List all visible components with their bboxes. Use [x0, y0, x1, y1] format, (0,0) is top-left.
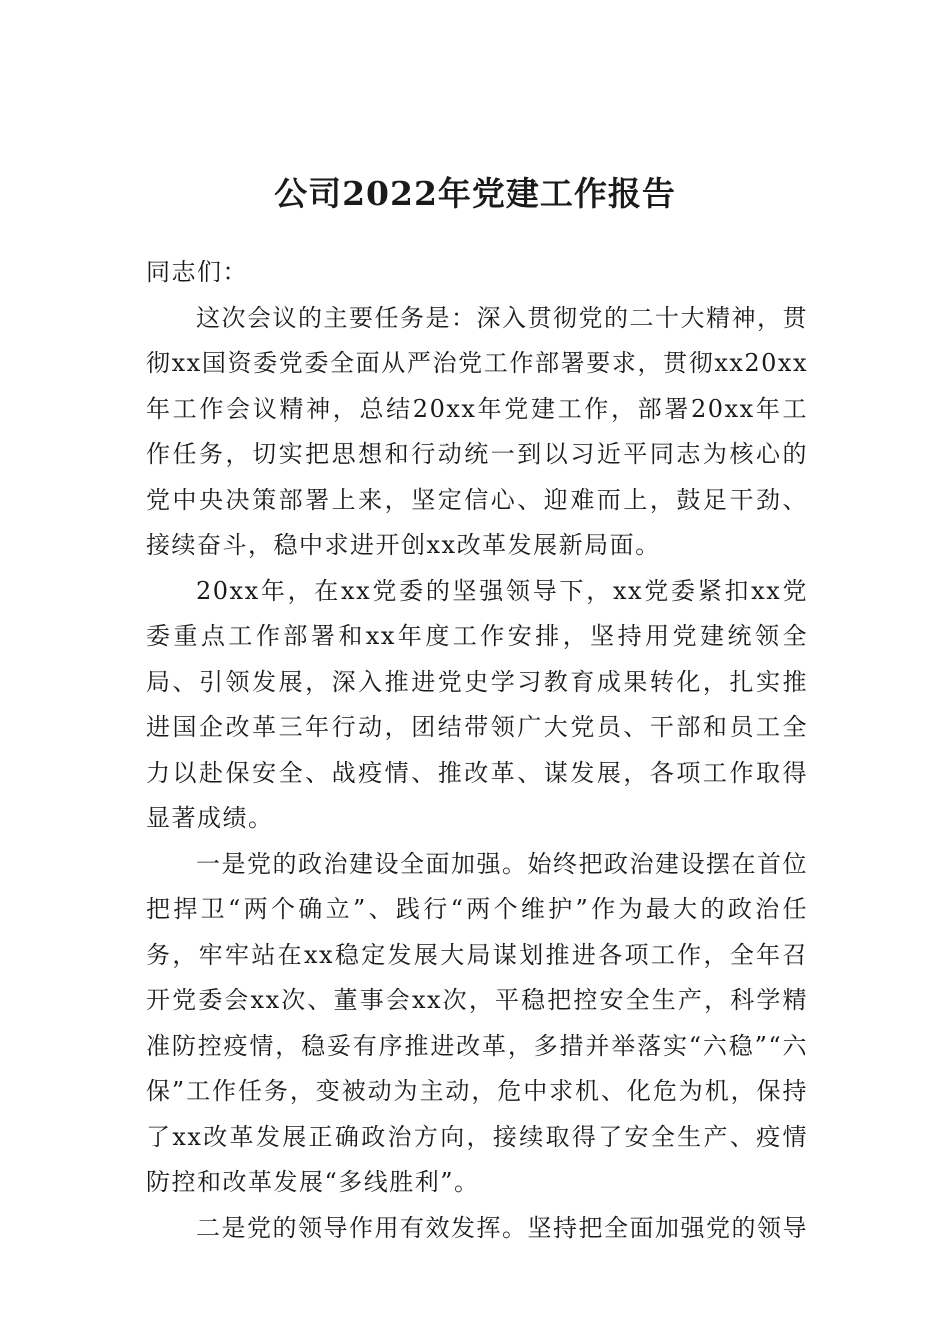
paragraph-leadership-role: 二是党的领导作用有效发挥。坚持把全面加强党的领导	[196, 1213, 808, 1242]
document-title: 公司2022年党建工作报告	[274, 174, 676, 213]
paragraph-political-building: 一是党的政治建设全面加强。始终把政治建设摆在首位把捍卫“两个确立”、践行“两个维护”作为最大的政治任务，牢牢站在xx稳定发展大局谋划推进各项工作，全年召开党委会xx次、董事会xx次，平稳把控安全生产，科学精准防控疫情，稳妥有序推进改革，多措并举落实“六稳”“六保”工作任务，变被动为主动，危中求机、化危为机，保持了xx改革发展正确政治方向，接续取得了安全生产、疫情防控和改革发展“多线胜利”。	[146, 849, 808, 1196]
salutation: 同志们：	[146, 258, 248, 286]
paragraph-summary: 20xx年，在xx党委的坚强领导下，xx党委紧扣xx党委重点工作部署和xx年度工作安排，坚持用党建统领全局、引领发展，深入推进党史学习教育成果转化，扎实推进国企改革三年行动，团结带领广大党员、干部和员工全力以赴保安全、战疫情、推改革、谋发展，各项工作取得显著成绩。	[146, 576, 808, 832]
document-body	[146, 250, 808, 1251]
paragraph-intro: 这次会议的主要任务是：深入贯彻党的二十大精神，贯彻xx国资委党委全面从严治党工作部署要求，贯彻xx20xx年工作会议精神，总结20xx年党建工作，部署20xx年工作任务，切实把思想和行动统一到以习近平同志为核心的党中央决策部署上来，坚定信心、迎难而上，鼓足干劲、接续奋斗，稳中求进开创xx改革发展新局面。	[146, 303, 808, 559]
